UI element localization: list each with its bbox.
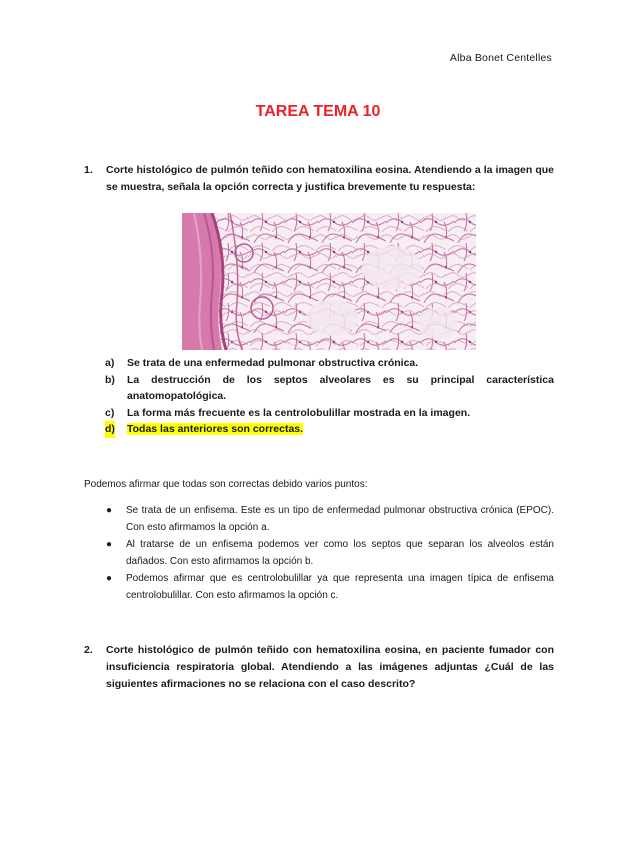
bullet-text: Se trata de un enfisema. Este es un tipo de enfermedad pulmonar obstructiva crónica (EPOC). Con esto afirmamos la opción a. (126, 505, 554, 533)
option-letter: d) (105, 421, 115, 438)
bullet-dot-icon: ● (106, 573, 113, 584)
answer-bullet-list (104, 502, 554, 604)
option-d-correct (105, 421, 554, 438)
bullet-item (104, 502, 554, 536)
bullet-text: Al tratarse de un enfisema podemos ver como los septos que separan los alveolos están dañados. Con esto afirmamos la opción b. (126, 539, 554, 567)
option-letter: c) (105, 406, 115, 419)
question-text: Corte histológico de pulmón teñido con hematoxilina eosina, en paciente fumador con insuficiencia respiratoria global. Atendiendo a las imágenes adjuntas ¿Cuál de las siguientes afirmaciones no se relaciona con el caso descrito? (106, 644, 554, 690)
question-1 (84, 162, 554, 196)
option-text: La destrucción de los septos alveolares es su principal característica anatomopatológica. (127, 373, 554, 402)
question-number: 2. (84, 644, 93, 656)
option-c (105, 405, 554, 422)
option-letter: b) (105, 373, 115, 386)
question-number: 1. (84, 164, 93, 176)
option-text: Se trata de una enfermedad pulmonar obstructiva crónica. (127, 357, 419, 369)
option-text-highlighted: Todas las anteriores son correctas. (127, 423, 304, 435)
page-title: TAREA TEMA 10 (255, 103, 381, 120)
question-1-options (105, 355, 554, 438)
option-text: La forma más frecuente es la centrolobulillar mostrada en la imagen. (127, 406, 471, 419)
bullet-item (104, 570, 554, 604)
bullet-item (104, 536, 554, 570)
question-2 (84, 642, 554, 693)
bullet-text: Podemos afirmar que es centrolobulillar ya que representa una imagen típica de enfisema centrolobulillar. Con esto afirmamos la opción c. (126, 573, 554, 601)
question-text: Corte histológico de pulmón teñido con hematoxilina eosina. Atendiendo a la imagen que se muestra, señala la opción correcta y justifica brevemente tu respuesta: (106, 164, 554, 193)
option-b (105, 372, 554, 405)
answer-intro: Podemos afirmar que todas son correctas debido varios puntos: (84, 479, 368, 490)
option-a (105, 355, 554, 372)
lung-tissue-micrograph (182, 213, 476, 350)
histology-image (182, 213, 476, 350)
bullet-dot-icon: ● (106, 505, 113, 516)
option-letter: a) (105, 357, 115, 369)
bullet-dot-icon: ● (106, 539, 113, 550)
author-name: Alba Bonet Centelles (449, 52, 552, 64)
